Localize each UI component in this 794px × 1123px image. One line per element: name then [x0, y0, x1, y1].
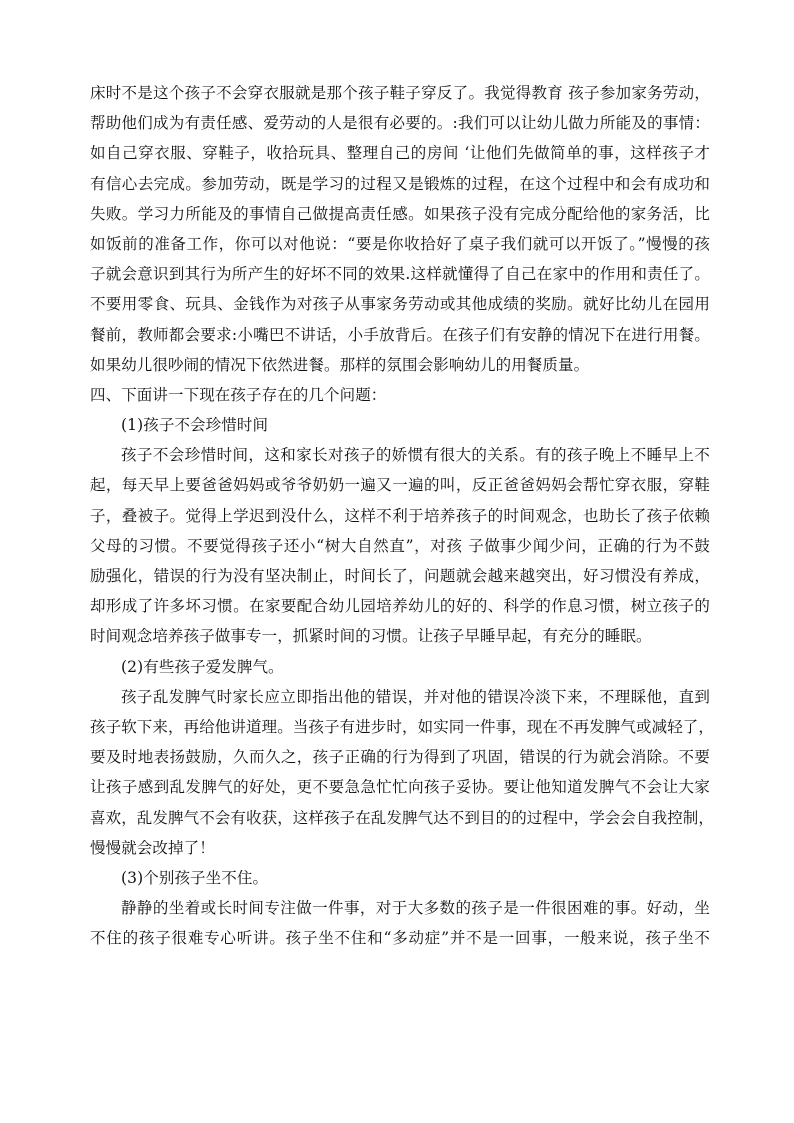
text-line: 如果幼儿很吵闹的情况下依然进餐。那样的氛围会影响幼儿的用餐质量。	[90, 355, 590, 374]
text-line: 有信心去完成。参加劳动，既是学习的过程又是锻炼的过程，在这个过程中和会有成功和	[90, 174, 710, 193]
text-line: 慢慢就会改掉了！	[90, 838, 215, 857]
text-line: 孩子乱发脾气时家长应立即指出他的错误，并对他的错误冷淡下来，不理睬他，直到	[121, 687, 710, 706]
text-line: 床时不是这个孩子不会穿衣服就是那个孩子鞋子穿反了。我觉得教育 孩子参加家务劳动，	[90, 84, 710, 102]
text-line: 餐前，教师都会要求:小嘴巴不讲话，小手放背后。在孩子们有安静的情况下在进行用餐。	[90, 325, 710, 344]
text-line: 不要用零食、玩具、金钱作为对孩子从事家务劳动或其他成绩的奖励。就好比幼儿在园用	[90, 295, 710, 314]
text-line: 励强化，错误的行为没有坚决制止，时间长了，问题就会越来越突出，好习惯没有养成，	[90, 567, 710, 585]
text-line: 时间观念培养孩子做事专一，抓紧时间的习惯。让孩子早睡早起，有充分的睡眠。	[90, 627, 652, 646]
text-line: 静静的坐着或长时间专注做一件事，对于大多数的孩子是一件很困难的事。好动，坐	[121, 899, 710, 918]
text-line: 孩子不会珍惜时间，这和家长对孩子的娇惯有很大的关系。有的孩子晚上不睡早上不	[121, 446, 710, 465]
document-page	[90, 78, 715, 953]
text-line: 父母的习惯。不要觉得孩子还小“树大自然直”，对孩 子做事少闻少问，正确的行为不鼓	[90, 536, 710, 555]
text-line: 子，叠被子。觉得上学迟到没什么，这样不利于培养孩子的时间观念，也助长了孩子依赖	[90, 506, 710, 525]
text-line: 喜欢，乱发脾气不会有收获，这样孩子在乱发脾气达不到目的的过程中，学会会自我控制，	[90, 808, 715, 827]
text-line: 帮助他们成为有责任感、爱劳动的人是很有必要的。:我们可以让幼儿做力所能及的事情：	[90, 114, 710, 133]
text-line: (2)有些孩子爱发脾气。	[121, 657, 284, 676]
text-line: 要及时地表扬鼓励，久而久之，孩子正确的行为得到了巩固，错误的行为就会消除。不要	[90, 748, 710, 767]
text-line: 四、下面讲一下现在孩子存在的几个问题：	[90, 385, 387, 404]
text-line: 子就会意识到其行为所产生的好坏不同的效果.这样就懂得了自己在家中的作用和责任了。	[90, 265, 710, 284]
text-line: 却形成了许多坏习惯。在家要配合幼儿园培养幼儿的好的、科学的作息习惯，树立孩子的	[90, 597, 710, 616]
text-line: 让孩子感到乱发脾气的好处，更不要急急忙忙向孩子妥协。要让他知道发脾气不会让大家	[90, 778, 710, 797]
text-line: 如自己穿衣服、穿鞋子，收拾玩具、整理自己的房间 ‘让他们先做简单的事，这样孩子才	[90, 144, 710, 163]
text-line: 失败。学习力所能及的事情自己做提高责任感。如果孩子没有完成分配给他的家务活，比	[90, 204, 710, 223]
text-line: 如饭前的准备工作，你可以对他说：“要是你收拾好了桌子我们就可以开饭了。”慢慢的孩	[90, 234, 710, 253]
text-line: 不住的孩子很难专心听讲。孩子坐不住和“多动症”并不是一回事，一般来说，孩子坐不	[90, 929, 710, 948]
text-line: (1)孩子不会珍惜时间	[121, 416, 269, 435]
text-line: (3)个别孩子坐不住。	[121, 868, 269, 887]
text-line: 孩子软下来，再给他讲道理。当孩子有进步时，如实同一件事，现在不再发脾气或减轻了，	[90, 717, 715, 736]
text-line: 起，每天早上要爸爸妈妈或爷爷奶奶一遍又一遍的叫，反正爸爸妈妈会帮忙穿衣服，穿鞋	[90, 476, 710, 495]
